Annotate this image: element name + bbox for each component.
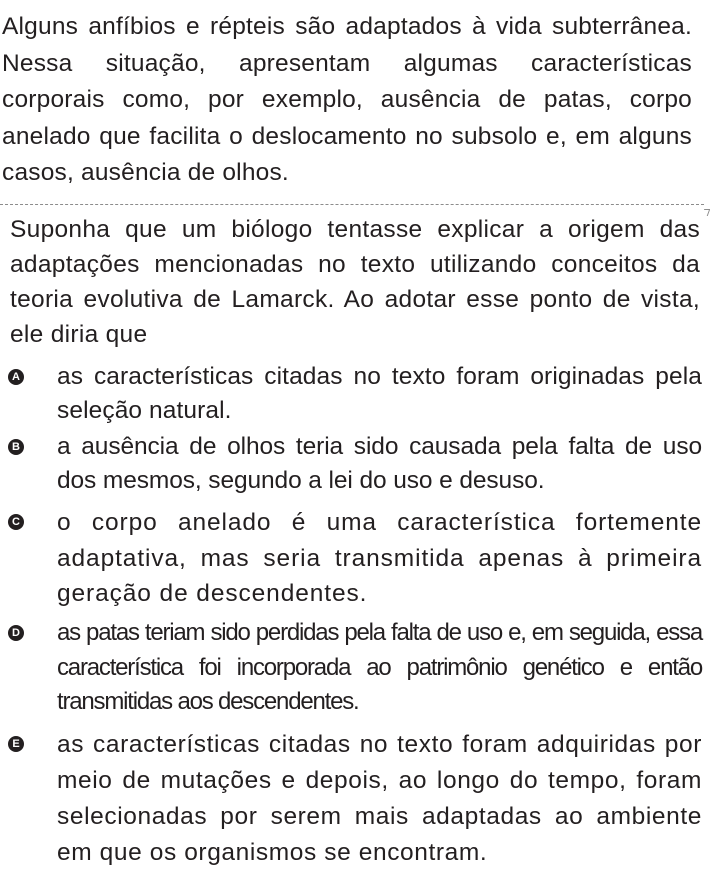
option-letter-badge: C bbox=[8, 514, 24, 530]
option-letter-badge: E bbox=[8, 736, 24, 752]
option-letter-badge: D bbox=[8, 625, 24, 641]
option-letter-badge: B bbox=[8, 439, 24, 455]
question-stem: Suponha que um biólogo tentasse explicar a origem das adaptações mencionadas no texto utilizando conceitos da teoria evolutiva de Lamarck. Ao adotar esse ponto de vista, ele diria que bbox=[10, 216, 700, 348]
option-letter-badge: A bbox=[8, 369, 24, 385]
option-text: as características citadas no texto foram originadas pela seleção natural. bbox=[57, 363, 702, 424]
option-text: o corpo anelado é uma característica fortemente adaptativa, mas seria transmitida apenas à primeira geração de descendentes. bbox=[57, 509, 702, 607]
option-text: as patas teriam sido perdidas pela falta de uso e, em seguida, essa característica foi incorporada ao patrimônio genético e então transmitidas aos descendentes. bbox=[57, 619, 702, 715]
divider-corner-mark bbox=[702, 209, 710, 216]
option-text: as características citadas no texto foram adquiridas por meio de mutações e depois, ao longo do tempo, foram selecionadas por serem mais adaptadas ao ambiente em que os organismos se encontram. bbox=[57, 731, 702, 866]
section-divider bbox=[0, 204, 704, 205]
option-text: a ausência de olhos teria sido causada pela falta de uso dos mesmos, segundo a lei do uso e desuso. bbox=[57, 433, 702, 494]
passage-text: Alguns anfíbios e répteis são adaptados à vida subterrânea. Nessa situação, apresentam algumas características corporais como, por exemplo, ausência de patas, corpo anelado que facilita o deslocamento no subsolo e, em alguns casos, ausência de olhos. bbox=[2, 13, 692, 186]
